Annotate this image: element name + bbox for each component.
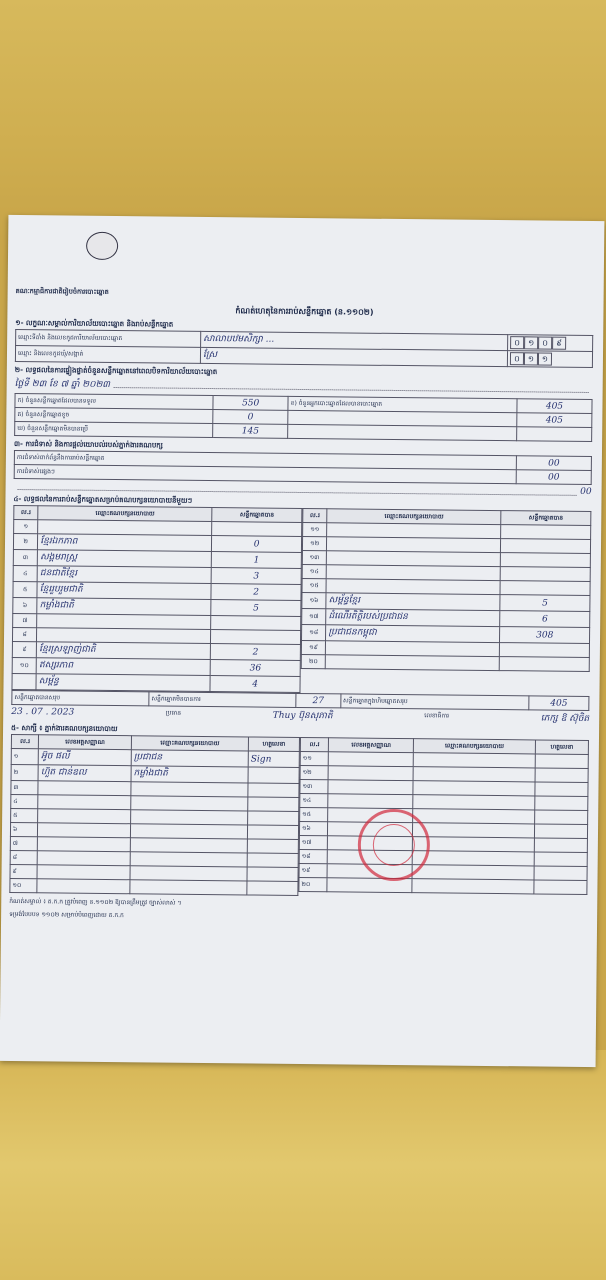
section-4-title: ៤- លទ្ធផលនៃការរាប់សន្លឹកឆ្នោតសម្រាប់គណបក្សនយោបាយនីមួយៗ: [13, 494, 193, 505]
witness-party: [130, 852, 247, 867]
code-digit: ១: [538, 352, 552, 365]
witness-sign: [247, 825, 298, 840]
total-label-2: សន្លឹកឆ្នោតមិនបានការ: [149, 692, 296, 708]
vote-count: 308: [500, 627, 590, 644]
witness-sign: [535, 810, 588, 825]
vote-no: ៧: [13, 613, 37, 627]
vote-no: ១៣: [302, 550, 326, 564]
count-d-value: 405: [517, 413, 592, 428]
witness-party: [413, 767, 535, 782]
vote-count: [500, 657, 590, 672]
witness-table-right: [298, 737, 589, 895]
vote-no: ២: [13, 533, 37, 549]
vote-party: កម្លាំងជាតិ: [37, 598, 211, 616]
section-5-title: ៥- សាក្សី ៖ ភ្នាក់ងារគណបក្សនយោបាយ: [11, 723, 118, 734]
count-e-value: 145: [213, 424, 288, 439]
witness-no: ១៣: [300, 779, 328, 793]
witness-sign: [247, 853, 298, 868]
vote-count: 3: [211, 568, 301, 585]
objection-1-value: 00: [516, 456, 591, 471]
objection-2-label: ការជំទាស់ផ្សេងៗ: [14, 464, 516, 483]
col-id: លេខអត្តសញ្ញាណ: [329, 738, 414, 753]
vote-party: ខ្មែរ​ឯកភាព: [38, 534, 212, 552]
vote-party: សម្ព័ន្ធ: [36, 674, 210, 692]
vote-no: ១៩: [301, 640, 325, 654]
col-no: ល.រ: [303, 509, 327, 523]
witness-party: [413, 795, 535, 810]
col-no: ល.រ: [11, 734, 38, 748]
witness-id: [38, 823, 131, 838]
clerk-role: លេខាធិការ: [424, 712, 450, 720]
commune-label: ឈ្មោះ និងលេខកូដឃុំ/សង្កាត់: [15, 345, 200, 363]
witness-sign: [535, 768, 588, 783]
total-value-2: 27: [296, 693, 341, 707]
witness-sign: [534, 880, 587, 895]
vote-count: 2: [211, 584, 301, 601]
witness-sign: [534, 838, 587, 853]
total-label-1: សន្លឹកឆ្នោតបានសរុប: [12, 690, 149, 705]
witness-sign: [248, 767, 299, 784]
total-label-3: សន្លឹកឆ្នោតក្នុងហិបឆ្នោតសរុប: [340, 694, 529, 710]
vote-count: 0: [212, 536, 302, 553]
witness-no: ២០: [299, 877, 327, 891]
count-date: ថ្ងៃទី ២៣ ខែ ៧ ឆ្នាំ ២០២៣: [14, 378, 111, 390]
count-b-value: 405: [517, 399, 592, 414]
vote-count: [500, 567, 590, 582]
vote-no: ៨: [12, 627, 36, 641]
section-3-title: ៣- ការជំទាស់ និងការផ្តល់យោបល់របស់ភ្នាក់ងារគណបក្ស: [14, 439, 163, 450]
witness-party: [131, 810, 248, 825]
vote-no: ១១: [303, 523, 327, 537]
witness-party: កម្លាំងជាតិ: [131, 766, 248, 783]
col-no: ល.រ: [14, 505, 38, 519]
vote-count: 4: [210, 676, 300, 693]
col-party: ឈ្មោះគណបក្សនយោបាយ: [327, 509, 501, 525]
col-party: ឈ្មោះគណបក្សនយោបាយ: [413, 739, 535, 754]
vote-count: [211, 630, 301, 645]
count-e-label: ឃ) ចំនួនសន្លឹកឆ្នោតមិនបានប្រើ: [15, 421, 213, 437]
vote-count: [211, 616, 301, 631]
vote-no: ១៨: [302, 624, 326, 640]
witness-id: [38, 809, 131, 824]
vote-no: ១០: [12, 657, 36, 673]
polling-value: សាលាបឋមសិក្សា ...: [201, 331, 508, 350]
witness-party: [130, 880, 247, 895]
polling-code: [508, 335, 593, 352]
witness-row: [299, 877, 587, 894]
witness-id: [37, 879, 130, 894]
witness-party: [130, 824, 247, 839]
vote-count: 1: [212, 552, 302, 569]
vote-party: ឥស្សរភាព: [36, 658, 210, 676]
witness-no: ១៤: [300, 793, 328, 807]
witness-party: [412, 837, 534, 852]
code-digit: ០: [538, 336, 552, 349]
witness-id: [38, 795, 131, 810]
clerk-name: ភេក្ស ឱ ស៊ុចិត: [540, 713, 590, 725]
witness-no: ៣: [11, 780, 38, 794]
vote-count: 6: [500, 611, 590, 628]
commune-code: [507, 351, 592, 368]
witness-no: ១៦: [299, 821, 327, 835]
col-votes: សន្លឹកឆ្នោតបាន: [212, 508, 302, 523]
witness-sign: [247, 839, 298, 854]
witness-no: ៥: [11, 808, 38, 822]
witness-no: ១១: [300, 751, 328, 765]
vote-count: [500, 643, 590, 658]
vote-no: ៩: [12, 641, 36, 657]
witness-no: ១០: [10, 878, 37, 892]
polling-label: ឈ្មោះទីតាំង និងលេខកូដការិយាល័យបោះឆ្នោត: [16, 329, 201, 347]
vote-table-left: [11, 505, 302, 693]
witness-id: [328, 780, 413, 795]
witness-sign: [534, 866, 587, 881]
form-title: កំណត់ហេតុនៃការរាប់សន្លឹកឆ្នោត (ន.១១០២): [235, 306, 374, 317]
vote-no: ១៤: [302, 564, 326, 578]
footnote: កំណត់សម្គាល់ ៖ ត.ក.ក ត្រូវបំពេញ ន.១១០២ ឱ្យបានត្រឹមត្រូវ ច្បាស់លាស់ ។: [9, 897, 182, 907]
chair-role: ប្រធាន: [165, 709, 182, 717]
code-digit: ០: [510, 336, 524, 349]
section-2-title: ២- លទ្ធផលនៃការផ្ទៀងផ្ទាត់ចំនួនសន្លឹកឆ្នោតនៅពេលបិទការិយាល័យបោះឆ្នោត: [14, 365, 218, 377]
witness-id: [329, 752, 414, 767]
witness-party: [413, 753, 535, 768]
chair-name: Thuy ប៊ុនសុភាតិ: [272, 710, 333, 722]
vote-no: [12, 673, 36, 689]
vote-party: ដំណើរតិត្ថិរបស់ប្រជាជន: [326, 609, 500, 627]
witness-id: [37, 851, 130, 866]
total-value-3: 405: [529, 696, 589, 711]
code-digit: ០: [510, 352, 524, 365]
witness-no: ១៧: [299, 835, 327, 849]
vote-party: ជនជាតិខ្មែរ: [37, 566, 211, 584]
witness-no: ២: [11, 764, 38, 780]
vote-count: [501, 553, 591, 568]
witness-party: [413, 809, 535, 824]
vote-count: [212, 522, 302, 537]
vote-count: [501, 539, 591, 554]
count-c-value: 0: [213, 410, 288, 425]
vote-no: ៣: [13, 549, 37, 565]
witness-party: [413, 823, 535, 838]
objections-table: [14, 450, 592, 485]
witness-party: [412, 879, 534, 894]
witness-id: [328, 794, 413, 809]
witness-no: ១២: [300, 765, 328, 779]
witness-sign: [534, 852, 587, 867]
witness-sign: [248, 811, 299, 826]
form-code: ទម្រង់បែបបទ ១១០២ សម្រាប់បំពេញដោយ ត.ក.ក: [9, 910, 124, 920]
vote-no: ១៦: [302, 592, 326, 608]
vote-no: ១៧: [302, 608, 326, 624]
vote-no: ១៥: [302, 578, 326, 592]
objection-1-label: ការជំទាស់ពាក់ព័ន្ធនឹងការរាប់សន្លឹកឆ្នោត: [14, 450, 516, 469]
witness-table-left: [9, 734, 300, 896]
count-f-value: [517, 427, 592, 442]
witness-id: [37, 865, 130, 880]
vote-no: ៦: [13, 597, 37, 613]
witness-sign: [247, 867, 298, 882]
vote-no: ១: [14, 519, 38, 533]
vote-table-right: [301, 508, 592, 672]
vote-no: ២០: [301, 654, 325, 668]
vote-count: 5: [500, 595, 590, 612]
vote-results: [11, 505, 591, 696]
col-sign: ហត្ថលេខា: [535, 740, 588, 755]
witness-sign: [535, 754, 588, 769]
vote-row: [12, 673, 300, 692]
col-party: ឈ្មោះគណបក្សនយោបាយ: [131, 736, 248, 751]
vote-party: ខ្មែររួបរួមជាតិ: [37, 582, 211, 600]
code-digit: ៩: [552, 337, 566, 350]
witness-id: [328, 766, 413, 781]
witness-no: ៩: [10, 864, 37, 878]
witness-no: ៤: [11, 794, 38, 808]
witness-no: ៦: [10, 822, 37, 836]
witness-no: ១៥: [300, 807, 328, 821]
vote-count: 36: [210, 660, 300, 677]
witness-sign: Sign: [248, 751, 299, 768]
witness-id: [38, 781, 131, 796]
witness-sign: [247, 881, 298, 896]
witness-sign: [535, 782, 588, 797]
witness-party: [130, 838, 247, 853]
count-b-label: ខ) ចំនួនអ្នកបោះឆ្នោតដែលបានបោះឆ្នោត: [288, 396, 517, 412]
vote-party: ខ្មែរស្រឡាញ់ជាតិ: [37, 642, 211, 660]
count-f-label: [288, 424, 517, 440]
witness-sign: [535, 796, 588, 811]
col-party: ឈ្មោះគណបក្សនយោបាយ: [38, 506, 212, 522]
witness-sign: [248, 783, 299, 798]
vote-row: [301, 654, 589, 671]
witness-sign: [534, 824, 587, 839]
witness-tables: [9, 734, 589, 899]
vote-count: 2: [211, 644, 301, 661]
col-votes: សន្លឹកឆ្នោតបាន: [501, 511, 591, 526]
vote-count: [501, 525, 591, 540]
section-1-title: ១- លក្ខណៈសម្គាល់ការិយាល័យបោះឆ្នោត និងរាប់សន្លឹកឆ្នោត: [15, 318, 174, 329]
witness-id: ហ៊ួត ជាន់ឧល: [38, 765, 131, 782]
code-digit: ១: [524, 336, 538, 349]
witness-party: [131, 796, 248, 811]
witness-no: ១: [11, 748, 38, 764]
wall-background-bottom: [0, 1050, 606, 1280]
vote-no: ៥: [13, 581, 37, 597]
witness-row: [10, 878, 298, 895]
witness-party: [412, 851, 534, 866]
vote-party: សម្ព័ន្ធខ្មែរ: [326, 593, 500, 611]
witness-party: [130, 866, 247, 881]
vote-count: 5: [211, 600, 301, 617]
official-seal-icon: [357, 809, 430, 882]
vote-no: ១២: [302, 537, 326, 551]
org-name: គណៈកម្មាធិការជាតិរៀបចំការបោះឆ្នោត: [15, 286, 109, 296]
vote-count: [500, 581, 590, 596]
count-a-label: ក) ចំនួនសន្លឹកឆ្នោតដែលបានទទួល: [15, 393, 213, 409]
witness-no: ១៨: [299, 849, 327, 863]
col-sign: ហត្ថលេខា: [248, 737, 299, 752]
wall-background-top: [0, 0, 606, 240]
witness-no: ៨: [10, 850, 37, 864]
form-date: 23 . 07 . 2023: [11, 706, 75, 718]
col-no: ល.រ: [300, 737, 328, 751]
witness-party: [412, 865, 534, 880]
ballot-count-form: [0, 215, 604, 1067]
witness-party: [131, 782, 248, 797]
vote-no: ៤: [13, 565, 37, 581]
witness-id: អ៊ូច ផលី: [38, 749, 131, 766]
witness-sign: [248, 797, 299, 812]
witness-party: ប្រជាជន: [131, 750, 248, 767]
col-id: លេខអត្តសញ្ញាណ: [39, 735, 132, 750]
objection-2-value: 00: [516, 470, 591, 485]
polling-id-table: [15, 329, 593, 368]
objection-2-value-b: 00: [580, 486, 592, 498]
count-a-value: 550: [213, 396, 288, 411]
witness-no: ៧: [10, 836, 37, 850]
counts-table: [14, 393, 592, 442]
commune-value: ស្រែ: [200, 347, 507, 366]
code-digit: ១: [524, 352, 538, 365]
witness-no: ១៩: [299, 863, 327, 877]
count-c-label: គ) ចំនួនសន្លឹកឆ្នោតខូច: [15, 407, 213, 423]
vote-party: ប្រជាជនកម្ពុជា: [326, 625, 500, 643]
vote-party: [325, 655, 499, 671]
vote-party: សង្គមរាស្ត្រ: [38, 550, 212, 568]
witness-party: [413, 781, 535, 796]
national-emblem-icon: [86, 232, 118, 260]
witness-id: [38, 837, 131, 852]
